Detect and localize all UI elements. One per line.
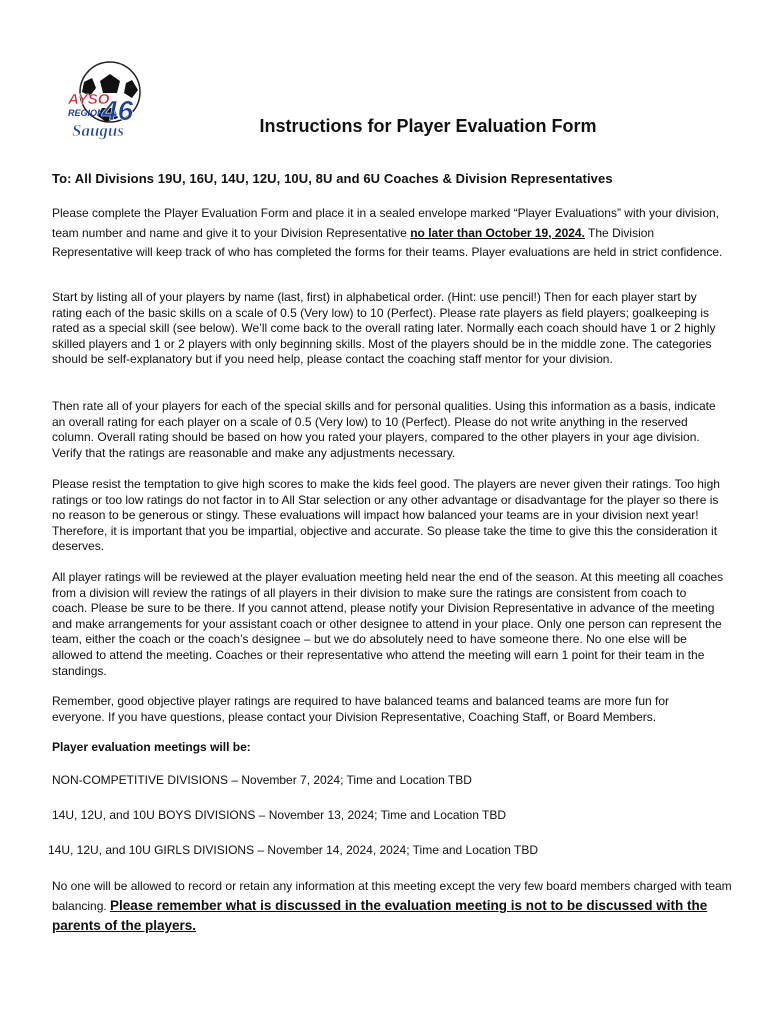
confidentiality-emphasis: Please remember what is discussed in the evaluation meeting is not to be discussed with the parents of the players. [52, 898, 708, 933]
svg-text:REGION: REGION [68, 108, 104, 118]
paragraph-remember: Remember, good objective player ratings are required to have balanced teams and balanced teams are more fun for everyone. If you have questions, please contact your Division Representative, Coaching Staff, or Board Members. [52, 694, 670, 724]
meeting-item: 14U, 12U, and 10U GIRLS DIVISIONS – November 14, 2024, 2024; Time and Location TBD [48, 843, 539, 857]
meetings-heading: Player evaluation meetings will be: [52, 740, 251, 754]
recipients-line: To: All Divisions 19U, 16U, 14U, 12U, 10U, 8U and 6U Coaches & Division Representatives [52, 171, 613, 186]
confidentiality-text: No one will be allowed to record or retain any information at this meeting except the very few board members charged with team balancing. [52, 879, 732, 913]
paragraph-special-skills: Then rate all of your players for each of the special skills and for personal qualities. Using this information as a basis, indicate an overall rating for each player on a scale of 0.5 (Very low) to 10 (Perfect). Please do not write anything in the reserved column. Overall rating should be based on how you rated your players, compared to the other players in your age division. Verify that the ratings are reasonable and make any adjustments necessary. [52, 399, 716, 460]
svg-text:46: 46 [102, 95, 134, 126]
submission-text-a: Please complete the Player Evaluation Form and place it in a sealed envelope marked “Player Evaluations” with your division, team number and name and give it to your Division Representative [52, 206, 720, 240]
paragraph-basic-skills: Start by listing all of your players by name (last, first) in alphabetical order. (Hint: use pencil!) Then for each player start by rating each of the basic skills on a scale of 0.5 (Very low) to 10 (Perfect). Please rate players as field players; goalkeeping is rated as a special skill (see below). We’ll come back to the overall rating later. Normally each coach should have 1 or 2 highly skilled players and 1 or 2 players with only beginning skills. Most of the players should be in the middle zone. The categories should be self-explanatory but if you need help, please contact the coaching staff mentor for your division. [52, 290, 716, 367]
paragraph-submission [52, 204, 724, 263]
svg-text:Saugus: Saugus [72, 121, 124, 140]
paragraph-review-meeting: All player ratings will be reviewed at the player evaluation meeting held near the end of the season. At this meeting all coaches from a division will review the ratings of all players in their division to make sure the ratings are consistent from coach to coach. Please be sure to be there. If you cannot attend, please notify your Division Representative in advance of the meeting and make arrangements for your assistant coach or other designee to attend in your place. Only one person can represent the team, either the coach or the coach’s designee – but we do absolutely need to have someone there. No one else will be allowed to attend the meeting. Coaches or their representative who attend the meeting will earn 1 point for their team in the standings. [52, 570, 724, 678]
deadline-text: no later than October 19, 2024. [410, 225, 585, 240]
svg-text:AYSO: AYSO [68, 91, 110, 108]
meeting-item: 14U, 12U, and 10U BOYS DIVISIONS – November 13, 2024; Time and Location TBD [52, 808, 507, 822]
submission-text-b: The Division Representative will keep track of who has completed the forms for their teams. Player evaluations are held in strict confidence. [52, 225, 723, 259]
paragraph-confidentiality [52, 876, 732, 936]
page-title: Instructions for Player Evaluation Form [259, 116, 597, 136]
paragraph-temptation: Please resist the temptation to give high scores to make the kids feel good. The players are never given their ratings. Too high ratings or too low ratings do not factor in to All Star selection or any other advantage or disadvantage for the player so there is no reason to be generous or stingy. These evaluations will impact how balanced your teams are in your division next year! Therefore, it is important that you be impartial, objective and accurate. So please take the time to give this the consideration it deserves. [52, 477, 720, 554]
meeting-item: NON-COMPETITIVE DIVISIONS – November 7, 2024; Time and Location TBD [52, 773, 472, 787]
